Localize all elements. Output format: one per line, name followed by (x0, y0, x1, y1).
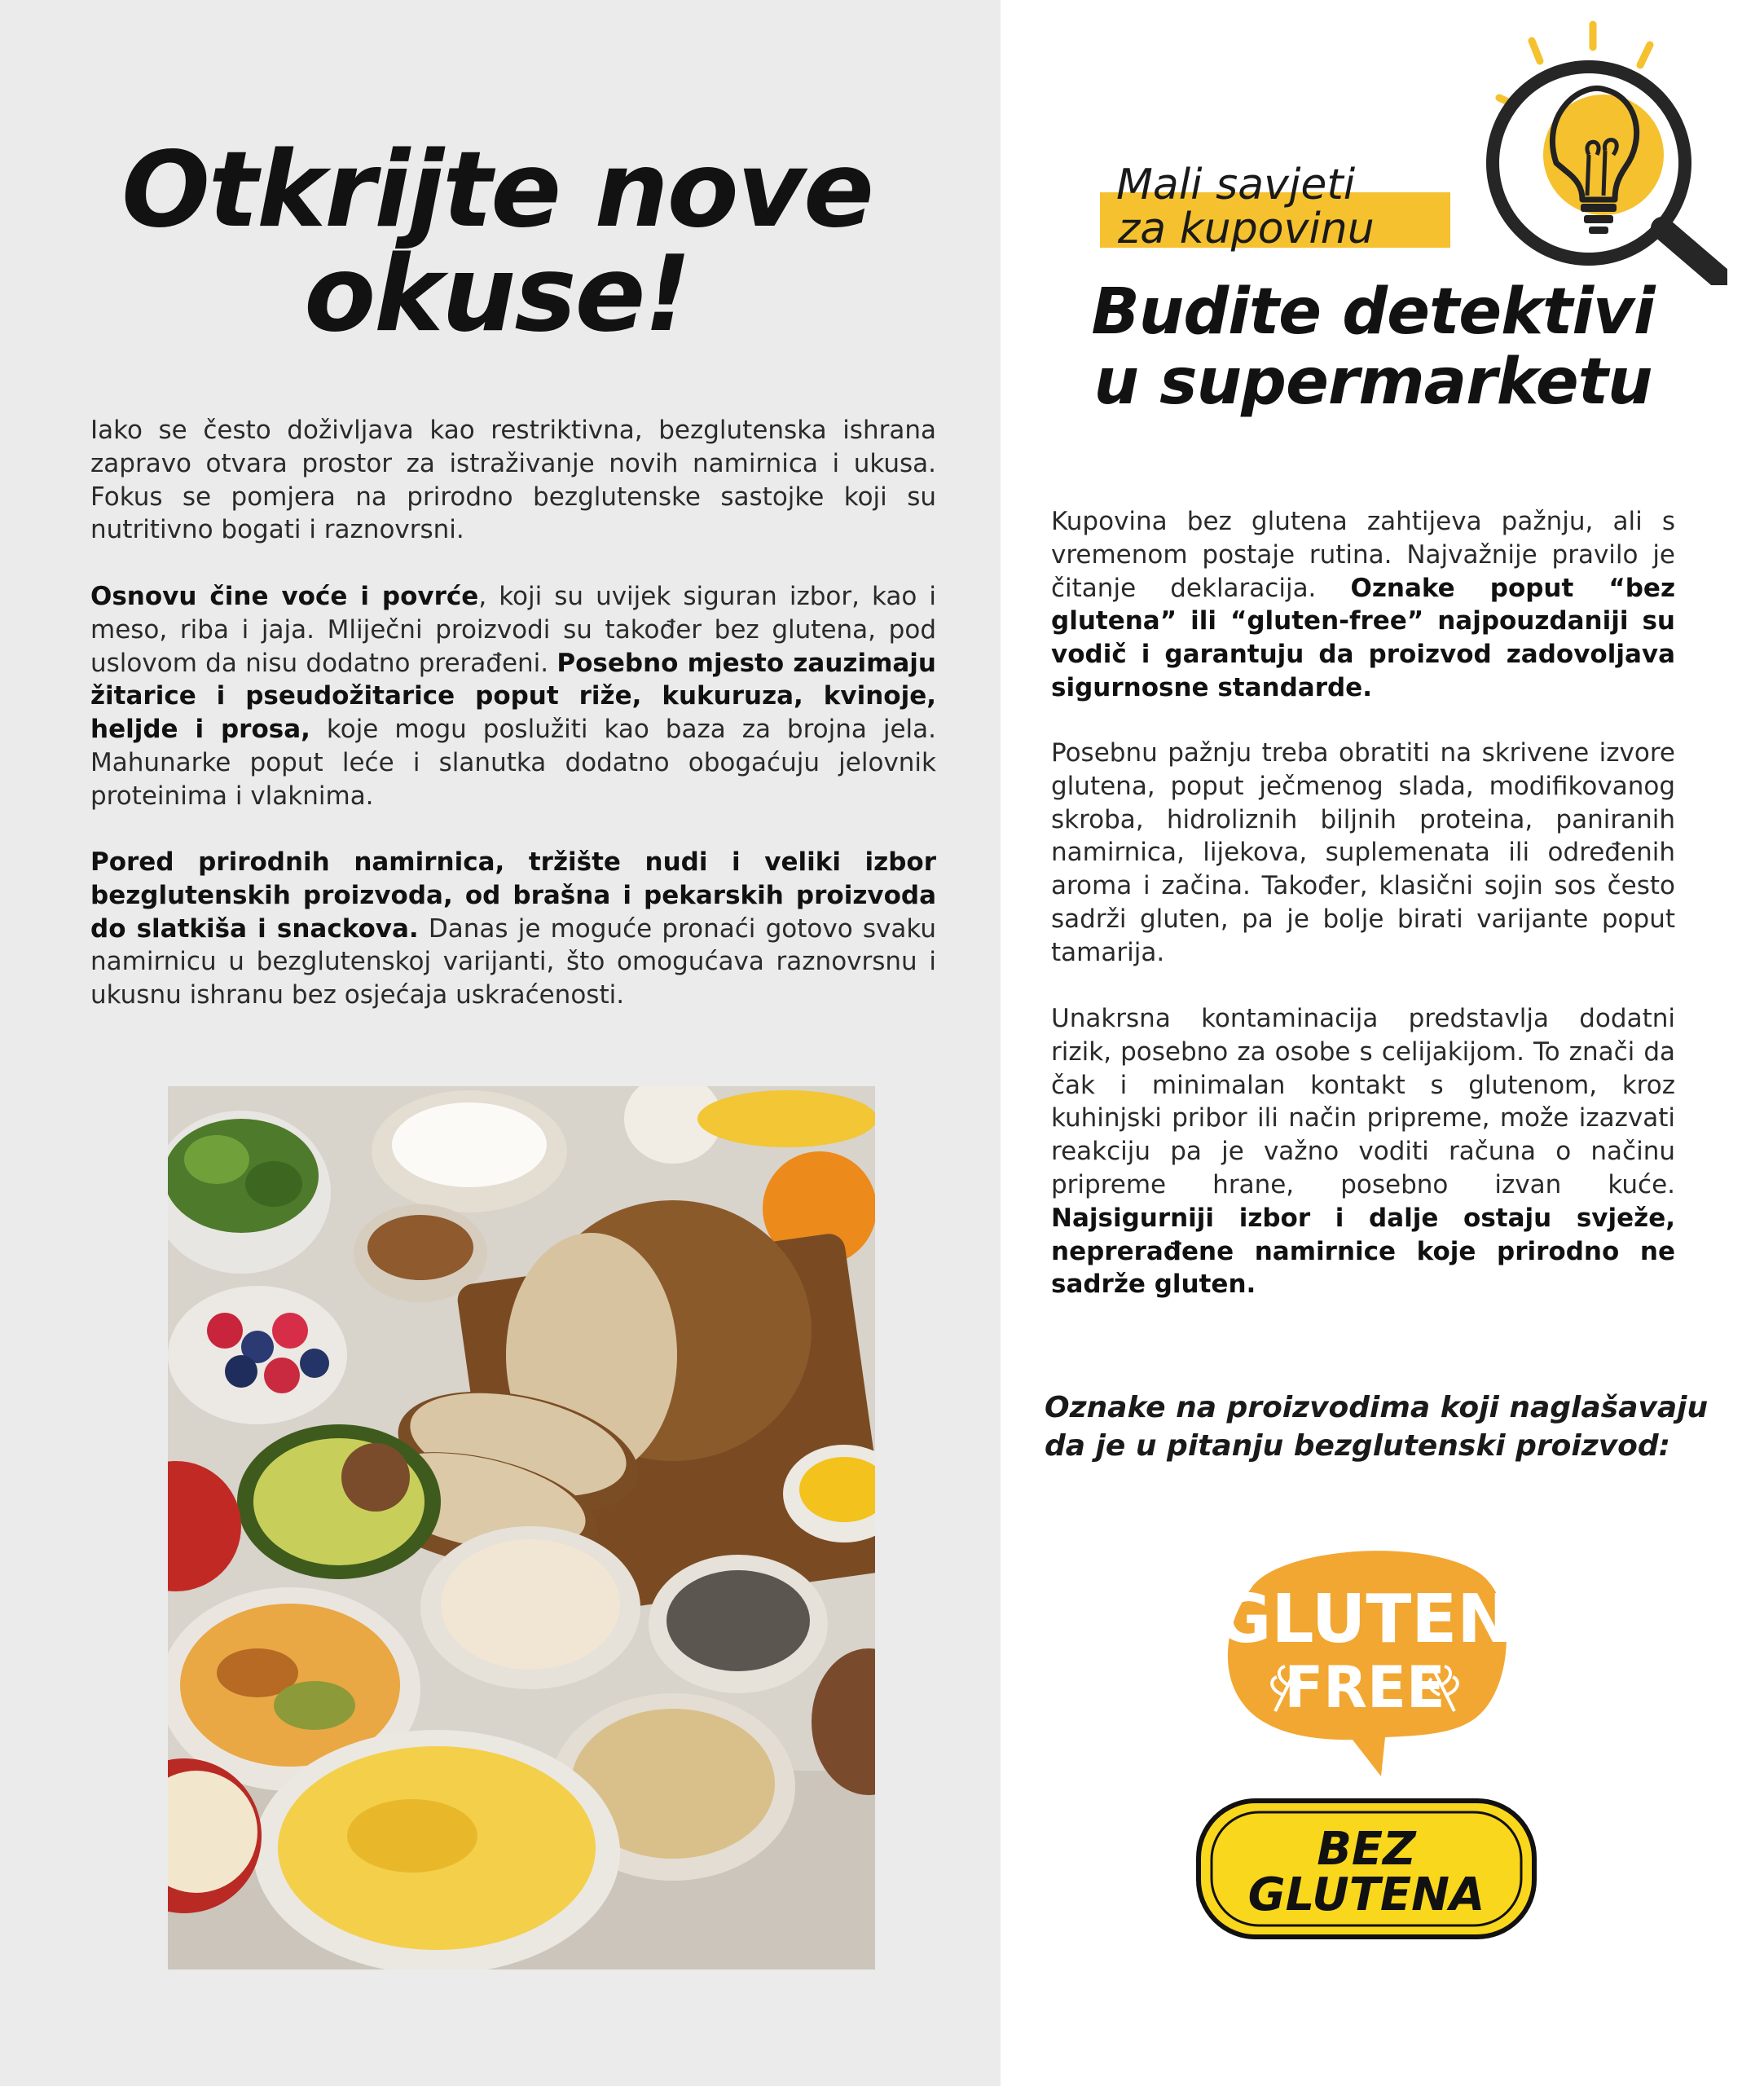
gluten-free-logo-line-1: GLUTEN (1218, 1581, 1511, 1658)
foods-bold-2: Posebno mjesto zauzimaju žitarice i pseudožitarice poput riže, kukuruza, kvinoje, heljde i prosa, (90, 648, 936, 745)
detective-title (1051, 277, 1695, 417)
detective-title-line-1: Budite detektivi (1091, 275, 1655, 349)
detective-title-line-2: u supermarketu (1093, 345, 1652, 419)
market-bold: Pored prirodnih namirnica, tržište nudi i veliki izbor bezglutenskih proizvoda, od brašna i pekarskih proizvoda do slatkiša i snackova. (90, 847, 936, 944)
bez-glutena-badge (1195, 1798, 1537, 1940)
foods-paragraph (90, 580, 936, 813)
bez-glutena-line-1: BEZ (1317, 1823, 1416, 1876)
product-labels-heading-line-2: da je u pitanju bezglutenski proizvod: (1045, 1429, 1671, 1463)
foods-text-1: , koji su uvijek siguran izbor, kao i meso, riba i jaja. Mliječni proizvodi su također bez glutena, pod uslovom da nisu dodatno prerađeni. (90, 582, 936, 678)
cross-contamination-text: Unakrsna kontaminacija predstavlja dodatni rizik, posebno za osobe s celijakijom. To znači da čak i minimalan kontakt s glutenom, kroz kuhinjski pribor ili način pripreme, može izazvati reakciju pa je važno voditi računa o načinu pripreme hrane, posebno izvan kuće. (1051, 1004, 1675, 1199)
market-text: Danas je moguće pronaći gotovo svaku namirnicu u bezglutenskoj varijanti, što omogućava raznovrsnu i ukusnu ishranu bez osjećaja uskraćenosti. (90, 913, 936, 1010)
main-title-line-1: Otkrijte nove (121, 130, 873, 251)
gluten-free-foods-photo (168, 1086, 875, 1969)
gluten-free-logo (1218, 1540, 1511, 1776)
main-title-line-2: okuse! (304, 234, 690, 355)
product-labels-heading (1045, 1388, 1721, 1465)
product-labels-heading-line-1: Oznake na proizvodima koji naglašavaju (1045, 1391, 1709, 1424)
intro-paragraph: Iako se često doživljava kao restriktivna, bezglutenska ishrana zapravo otvara prostor za istraživanje novih namirnica i ukusa. Fokus se pomjera na prirodno bezglutenske sastojke koji su nutritivno bogati i raznovrsni. (90, 416, 936, 545)
shopping-bold: Oznake poput “bez glutena” ili “gluten-free” najpouzdaniji su vodič i garantuju da proizvod zadovoljava sigurnosne standarde. (1051, 573, 1675, 702)
cross-contamination-paragraph (1051, 1002, 1675, 1301)
magnifier-lightbulb-icon (1442, 16, 1727, 285)
tips-label (1116, 163, 1375, 251)
market-paragraph (90, 846, 936, 1012)
tips-label-line-2: za kupovinu (1118, 205, 1375, 253)
foods-text-2: koje mogu poslužiti kao baza za brojna jela. Mahunarke poput leće i slanutka dodatno obogaćuju jelovnik proteinima i vlaknima. (90, 715, 936, 811)
gluten-free-logo-line-2: FREE (1284, 1654, 1445, 1721)
shopping-text: Kupovina bez glutena zahtijeva pažnju, ali s vremenom postaje rutina. Najvažnije pravilo je čitanje deklaracija. (1051, 507, 1675, 603)
hidden-gluten-paragraph: Posebnu pažnju treba obratiti na skrivene izvore glutena, poput ječmenog slada, modifikovanog skroba, hidroliznih biljnih proteina, paniranih namirnica, lijekova, suplemenata ili određenih aroma i začina. Također, klasični sojin sos često sadrži gluten, pa je bolje birati varijante poput tamarija. (1051, 738, 1675, 967)
tips-label-line-1: Mali savjeti (1116, 161, 1356, 209)
shopping-paragraph (1051, 505, 1675, 705)
foods-bold-1: Osnovu čine voće i povrće (90, 582, 479, 611)
bez-glutena-line-2: GLUTENA (1247, 1868, 1485, 1921)
cross-contamination-bold: Najsigurniji izbor i dalje ostaju svježe, neprerađene namirnice koje prirodno ne sadrže gluten. (1051, 1203, 1675, 1300)
main-title (49, 130, 945, 355)
